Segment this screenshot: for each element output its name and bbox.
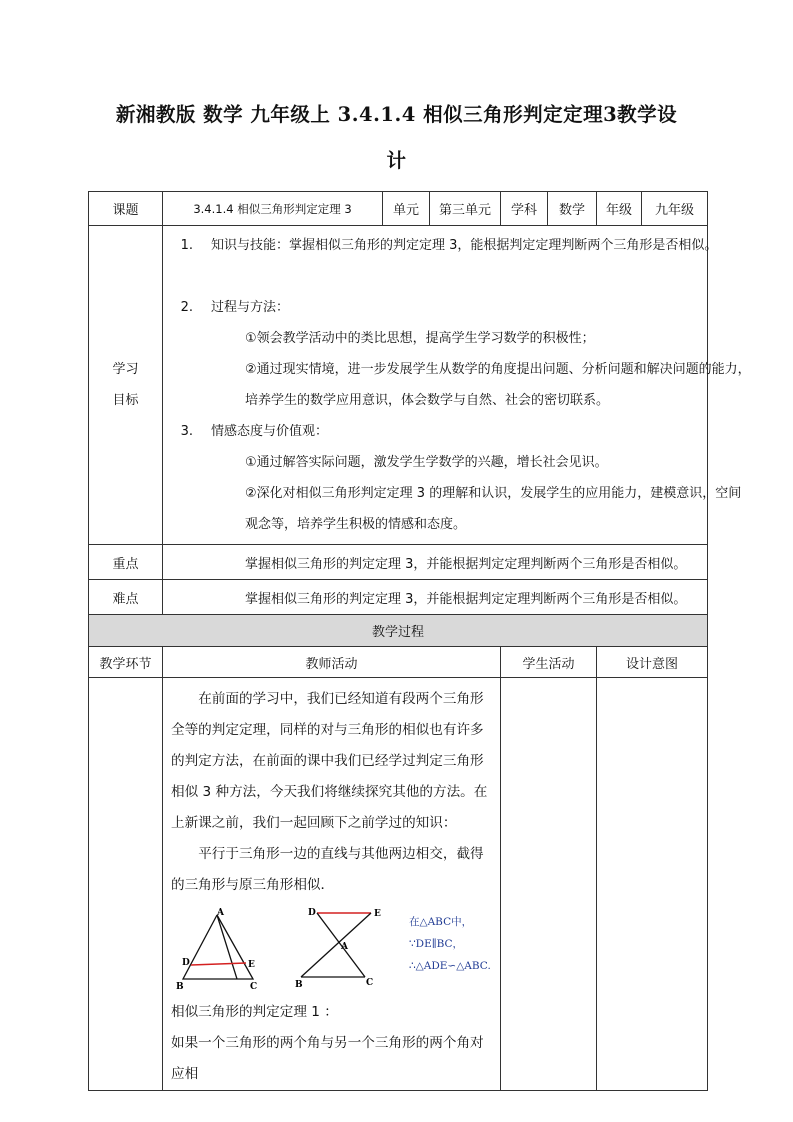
similar-triangles-figure [171, 907, 492, 995]
difficult-point-label: 难点 [89, 580, 163, 615]
goals-row [89, 226, 708, 545]
col-teacher-header: 教师活动 [163, 647, 501, 678]
goal-item-2 [163, 292, 701, 323]
fig1-label-e: E [248, 960, 255, 970]
col-student-header: 学生活动 [501, 647, 597, 678]
goal-item-3-sub-1: ①通过解答实际问题，激发学生学数学的兴趣，增长社会见识。 [245, 455, 608, 470]
header-row [89, 192, 708, 226]
triangle-diagrams [171, 907, 401, 995]
teacher-activity-cell [163, 678, 501, 1091]
goal-item-1-text: 知识与技能：掌握相似三角形的判定定理 3，能根据判定定理判断两个三角形是否相似。 [211, 238, 718, 253]
goal-item-3-sub-2a: ②深化对相似三角形判定定理 3 的理解和认识，发展学生的应用能力，建模意识，空间 [245, 486, 742, 501]
key-point-text: 掌握相似三角形的判定定理 3，并能根据判定定理判断两个三角形是否相似。 [163, 545, 708, 580]
goal-item-1-number: 1. [180, 238, 193, 253]
figure-proof-note [409, 911, 491, 977]
fig2-label-e: E [374, 909, 381, 919]
goal-item-2-sub-2b: 培养学生的数学应用意识，体会数学与自然、社会的密切联系。 [245, 393, 610, 408]
lesson-plan-table [88, 191, 751, 1091]
design-intent-cell [597, 678, 708, 1091]
fig2-label-b: B [295, 980, 303, 990]
process-section-title: 教学过程 [89, 615, 708, 647]
fig1-label-b: B [176, 982, 184, 992]
figure-1-triangle [176, 908, 257, 992]
subject-value: 数学 [548, 192, 597, 226]
fig1-label-d: D [182, 958, 190, 968]
title-line-2: 计 [386, 149, 407, 172]
goal-item-2-sub-1: ①领会教学活动中的类比思想，提高学生学习数学的积极性； [245, 331, 595, 346]
grade-label: 年级 [597, 192, 642, 226]
teacher-paragraph-2: 平行于三角形一边的直线与其他两边相交，截得的三角形与原三角形相似． [171, 846, 484, 893]
topic-label: 课题 [89, 192, 163, 226]
topic-value: 3.4.1.4 相似三角形判定定理 3 [163, 192, 383, 226]
goal-item-2-sub-2a: ②通过现实情境，进一步发展学生从数学的角度提出问题、分析问题和解决问题的能力， [245, 362, 751, 377]
col-intent-header: 设计意图 [597, 647, 708, 678]
goals-label [89, 226, 163, 545]
teacher-paragraph-3: 相似三角形的判定定理 1 ： [171, 1004, 338, 1020]
goals-content [163, 226, 751, 545]
goal-spacer [163, 261, 701, 292]
fig1-label-c: C [250, 982, 258, 992]
goal-item-3 [163, 416, 701, 447]
goal-item-3-number: 3. [180, 424, 193, 439]
student-activity-cell [501, 678, 597, 1091]
difficult-point-text: 掌握相似三角形的判定定理 3，并能根据判定定理判断两个三角形是否相似。 [163, 580, 708, 615]
document-title [60, 92, 733, 184]
goal-item-3-text: 情感态度与价值观： [211, 424, 329, 439]
fig2-label-c: C [366, 978, 374, 988]
proof-line-1: 在△ABC中， [409, 916, 473, 928]
key-point-row [89, 545, 708, 580]
stage-cell [89, 678, 163, 1091]
fig2-label-d: D [308, 908, 316, 918]
process-header-row [89, 647, 708, 678]
goal-item-2-text: 过程与方法： [211, 300, 290, 315]
fig2-label-a: A [341, 942, 348, 952]
goal-item-1 [163, 230, 718, 261]
goal-item-3-sub-2b: 观念等，培养学生积极的情感和态度。 [245, 517, 467, 532]
difficult-point-row [89, 580, 708, 615]
goals-label-line-1: 学习 [112, 362, 139, 377]
unit-value: 第三单元 [430, 192, 501, 226]
teacher-paragraph-1: 在前面的学习中，我们已经知道有段两个三角形全等的判定定理，同样的对与三角形的相似也有许多的判定方法，在前面的课中我们已经学过判定三角形相似 3 种方法，今天我们将继续探究其他的方法。在上新课之前，我们一起回顾下之前学过的知识： [171, 691, 488, 831]
subject-label: 学科 [501, 192, 548, 226]
proof-line-2: ∵DE∥BC， [409, 938, 464, 950]
grade-value: 九年级 [642, 192, 708, 226]
goal-item-2-number: 2. [180, 300, 193, 315]
process-title-row [89, 615, 708, 647]
col-stage-header: 教学环节 [89, 647, 163, 678]
fig1-label-a: A [217, 908, 224, 918]
goals-label-line-2: 目标 [112, 393, 139, 408]
figure-2-hourglass [295, 908, 381, 990]
process-content-row [89, 678, 708, 1091]
teacher-paragraph-4: 如果一个三角形的两个角与另一个三角形的两个角对应相 [171, 1035, 484, 1082]
proof-line-3: ∴△ADE∽△ABC. [409, 960, 491, 972]
unit-label: 单元 [383, 192, 430, 226]
key-point-label: 重点 [89, 545, 163, 580]
title-line-1: 新湘教版 数学 九年级上 3.4.1.4 相似三角形判定定理3教学设 [115, 103, 678, 126]
